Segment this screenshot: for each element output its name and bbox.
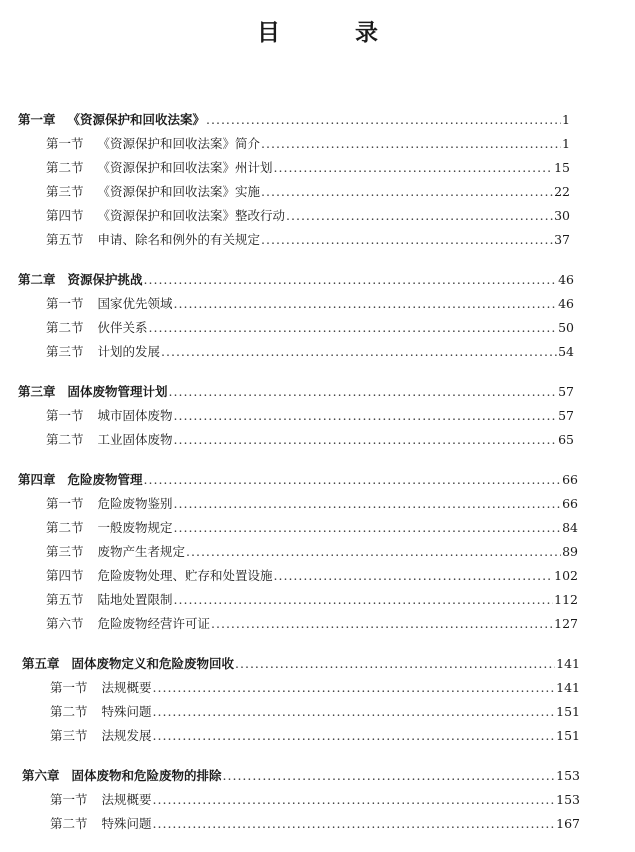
page-number: 112 (554, 592, 578, 607)
section-title: 一般废物规定 (97, 520, 173, 535)
section-label: 第一节 (46, 136, 84, 151)
leader-dots (144, 468, 562, 492)
page-number: 151 (556, 704, 580, 719)
section-label: 第二节 (46, 432, 84, 447)
leader-dots (174, 588, 554, 612)
section-title: 危险废物鉴别 (97, 496, 173, 511)
section-label: 第一节 (50, 680, 88, 695)
section-entry[interactable] (0, 700, 580, 724)
page-number: 30 (554, 208, 570, 223)
section-label: 第二节 (46, 320, 84, 335)
section-entry[interactable] (0, 540, 578, 564)
section-label: 第三节 (50, 728, 88, 743)
section-entry[interactable] (0, 788, 580, 812)
chapter-title: 固体废物管理计划 (67, 384, 168, 399)
section-label: 第四节 (46, 568, 84, 583)
chapter-label: 第五章 (22, 656, 60, 671)
page-number: 1 (562, 112, 570, 127)
section-entry[interactable] (0, 156, 570, 180)
chapter-block (0, 268, 635, 364)
section-title: 工业固体废物 (97, 432, 173, 447)
page-number: 15 (554, 160, 570, 175)
section-entry[interactable] (0, 204, 570, 228)
section-title: 申请、除名和例外的有关规定 (97, 232, 261, 247)
chapter-entry[interactable] (0, 380, 574, 404)
page-number: 46 (558, 272, 574, 287)
chapter-entry[interactable] (0, 468, 578, 492)
chapter-block (0, 652, 635, 748)
section-title: 《资源保护和回收法案》州计划 (97, 160, 273, 175)
page-number: 151 (556, 728, 580, 743)
page-number: 1 (562, 136, 570, 151)
chapter-entry[interactable] (0, 108, 570, 132)
section-title: 《资源保护和回收法案》整改行动 (97, 208, 286, 223)
section-title: 陆地处置限制 (97, 592, 173, 607)
section-entry[interactable] (0, 180, 570, 204)
section-entry[interactable] (0, 564, 578, 588)
section-label: 第五节 (46, 592, 84, 607)
chapter-title: 固体废物定义和危险废物回收 (71, 656, 235, 671)
page-number: 167 (556, 816, 580, 831)
section-label: 第五节 (46, 232, 84, 247)
leader-dots (261, 180, 553, 204)
section-entry[interactable] (0, 404, 574, 428)
chapter-label: 第四章 (18, 472, 56, 487)
leader-dots (261, 132, 561, 156)
section-entry[interactable] (0, 492, 578, 516)
leader-dots (286, 204, 553, 228)
page-number: 141 (556, 680, 580, 695)
leader-dots (153, 700, 556, 724)
section-title: 危险废物经营许可证 (97, 616, 211, 631)
leader-dots (174, 292, 558, 316)
chapter-block (0, 468, 635, 636)
section-title: 特殊问题 (101, 816, 152, 831)
leader-dots (274, 156, 554, 180)
section-title: 法规发展 (101, 728, 152, 743)
section-label: 第二节 (46, 160, 84, 175)
chapter-label: 第三章 (18, 384, 56, 399)
page-number: 153 (556, 768, 580, 783)
page-number: 127 (554, 616, 578, 631)
section-entry[interactable] (0, 316, 574, 340)
chapter-label: 第二章 (18, 272, 56, 287)
section-entry[interactable] (0, 676, 580, 700)
page-number: 57 (558, 408, 574, 423)
section-label: 第三节 (46, 544, 84, 559)
section-entry[interactable] (0, 228, 570, 252)
section-title: 计划的发展 (97, 344, 161, 359)
section-title: 特殊问题 (101, 704, 152, 719)
leader-dots (153, 812, 556, 836)
chapter-title: 资源保护挑战 (67, 272, 143, 287)
page-number: 50 (558, 320, 574, 335)
leader-dots (153, 676, 556, 700)
section-label: 第三节 (46, 344, 84, 359)
page-number: 46 (558, 296, 574, 311)
section-title: 《资源保护和回收法案》实施 (97, 184, 261, 199)
page-number: 65 (558, 432, 574, 447)
section-title: 法规概要 (101, 792, 152, 807)
leader-dots (261, 228, 553, 252)
section-label: 第一节 (46, 408, 84, 423)
section-title: 《资源保护和回收法案》简介 (97, 136, 261, 151)
section-title: 危险废物处理、贮存和处置设施 (97, 568, 273, 583)
chapter-title: 固体废物和危险废物的排除 (71, 768, 222, 783)
page-number: 22 (554, 184, 570, 199)
leader-dots (174, 428, 558, 452)
section-title: 废物产生者规定 (97, 544, 186, 559)
leader-dots (211, 612, 553, 636)
section-label: 第一节 (50, 792, 88, 807)
page-number: 141 (556, 656, 580, 671)
section-label: 第三节 (46, 184, 84, 199)
page-number: 54 (558, 344, 574, 359)
leader-dots (161, 340, 557, 364)
page-number: 84 (562, 520, 578, 535)
chapter-title: 危险废物管理 (67, 472, 143, 487)
page-title: 目 录 (257, 19, 404, 46)
page-number: 153 (556, 792, 580, 807)
section-label: 第一节 (46, 296, 84, 311)
leader-dots (153, 724, 556, 748)
section-entry[interactable] (0, 588, 578, 612)
chapter-entry[interactable] (0, 652, 580, 676)
chapter-block (0, 764, 635, 836)
page-number: 57 (558, 384, 574, 399)
table-of-contents (0, 108, 635, 852)
leader-dots (223, 764, 556, 788)
page-number: 89 (562, 544, 578, 559)
chapter-block (0, 380, 635, 452)
page-number: 66 (562, 496, 578, 511)
leader-dots (149, 316, 558, 340)
section-title: 伙伴关系 (97, 320, 148, 335)
section-entry[interactable] (0, 292, 574, 316)
section-label: 第四节 (46, 208, 84, 223)
section-title: 法规概要 (101, 680, 152, 695)
leader-dots (153, 788, 556, 812)
leader-dots (174, 404, 558, 428)
leader-dots (206, 108, 561, 132)
section-title: 国家优先领域 (97, 296, 173, 311)
page-number: 66 (562, 472, 578, 487)
leader-dots (169, 380, 558, 404)
leader-dots (274, 564, 554, 588)
chapter-block (0, 108, 635, 252)
section-entry[interactable] (0, 428, 574, 452)
chapter-entry[interactable] (0, 764, 580, 788)
page-number: 102 (554, 568, 578, 583)
leader-dots (174, 516, 562, 540)
section-label: 第二节 (50, 816, 88, 831)
section-label: 第六节 (46, 616, 84, 631)
leader-dots (235, 652, 555, 676)
section-title: 城市固体废物 (97, 408, 173, 423)
chapter-label: 第六章 (22, 768, 60, 783)
chapter-title: 《资源保护和回收法案》 (67, 112, 206, 127)
section-label: 第一节 (46, 496, 84, 511)
chapter-entry[interactable] (0, 268, 574, 292)
section-entry[interactable] (0, 812, 580, 836)
section-entry[interactable] (0, 340, 574, 364)
page-number: 37 (554, 232, 570, 247)
section-entry[interactable] (0, 724, 580, 748)
section-label: 第二节 (46, 520, 84, 535)
section-label: 第二节 (50, 704, 88, 719)
section-entry[interactable] (0, 516, 578, 540)
leader-dots (186, 540, 561, 564)
leader-dots (144, 268, 558, 292)
chapter-label: 第一章 (18, 112, 56, 127)
section-entry[interactable] (0, 132, 570, 156)
leader-dots (174, 492, 562, 516)
section-entry[interactable] (0, 612, 578, 636)
